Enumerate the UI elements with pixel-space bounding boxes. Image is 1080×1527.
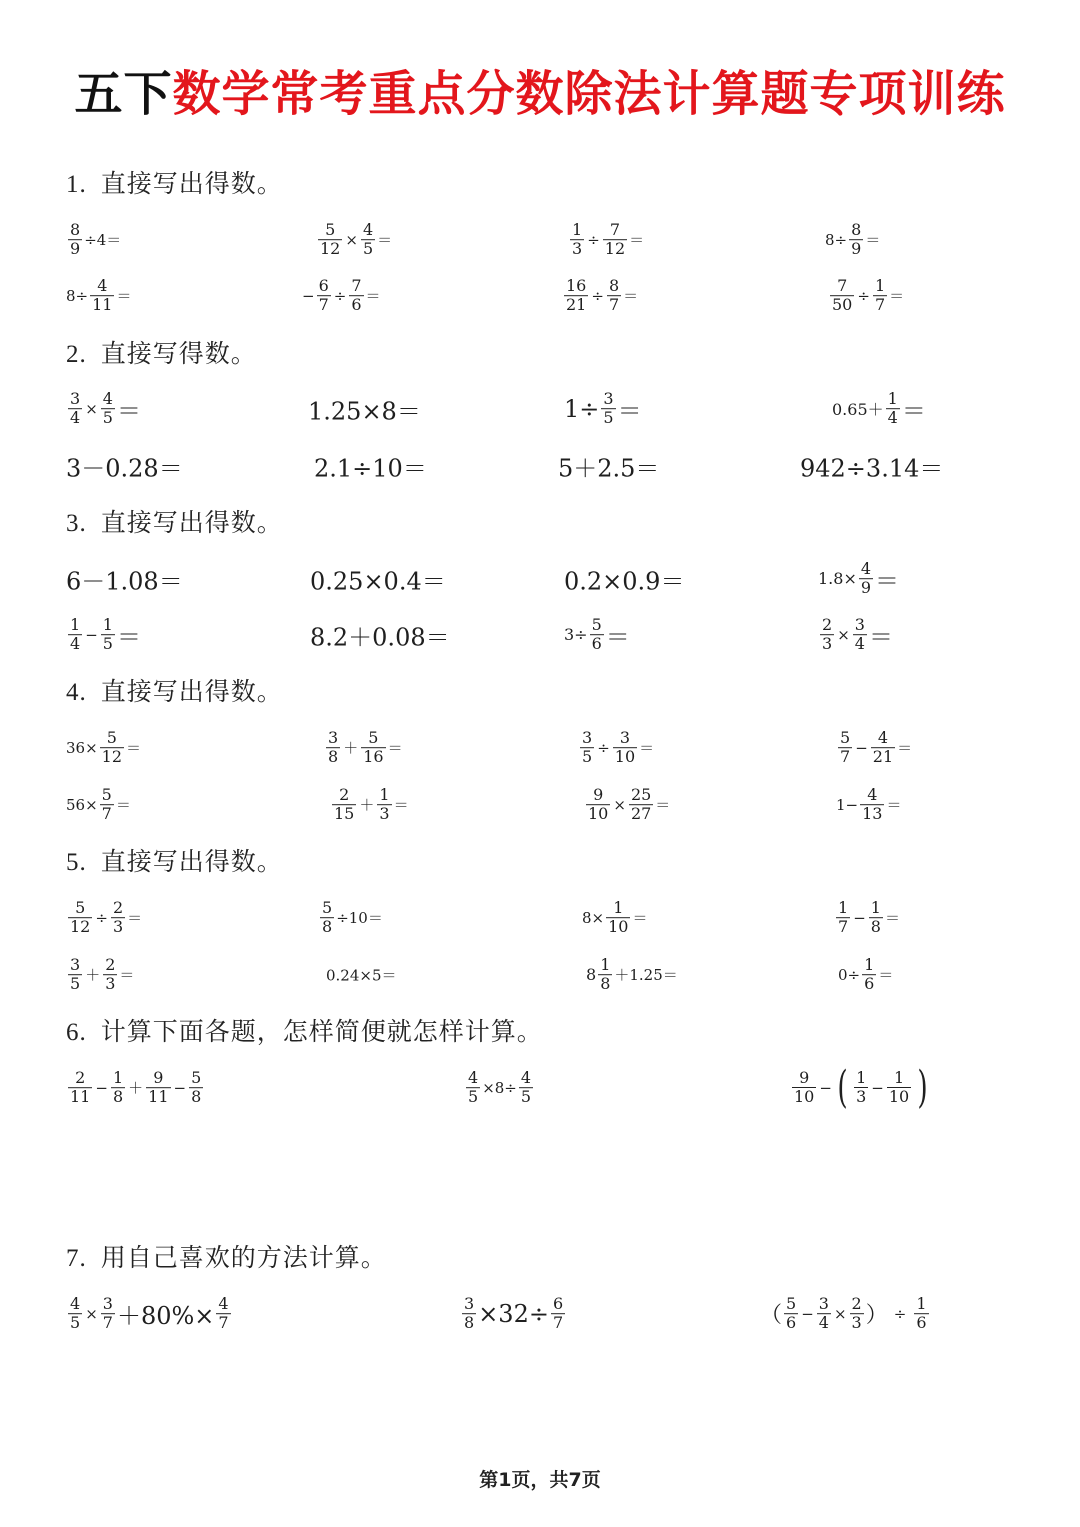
fraction: $\frac{6}{7}$ — [552, 1294, 564, 1332]
fraction: $\frac{4}{21}$ — [872, 728, 894, 766]
fraction: $\frac{4}{5}$ — [70, 1294, 81, 1332]
fraction: $\frac{3}{4}$ — [70, 389, 81, 427]
fraction: $\frac{4}{9}$ — [860, 559, 872, 597]
fraction: $\frac{5}{7}$ — [101, 785, 112, 823]
fraction: $\frac{3}{8}$ — [464, 1294, 475, 1332]
problem: 56× $\frac{5}{7}$ ＝ — [66, 785, 131, 823]
fraction: $\frac{2}{11}$ — [70, 1068, 91, 1106]
fraction: $\frac{5}{16}$ — [363, 728, 384, 766]
problem: 8÷ $\frac{4}{11}$ ＝ — [66, 276, 132, 314]
fraction: $\frac{3}{4}$ — [854, 615, 865, 653]
problem: 5＋2.5＝ — [558, 454, 660, 483]
fraction: $\frac{1}{8}$ — [112, 1068, 124, 1106]
mixed-number: 8 $\frac{1}{8}$ — [586, 955, 611, 993]
page-title — [0, 62, 1080, 126]
fraction: $\frac{1}{6}$ — [916, 1294, 927, 1332]
fraction: $\frac{2}{3}$ — [112, 898, 124, 936]
fraction: $\frac{5}{8}$ — [322, 898, 333, 936]
fraction: $\frac{1}{5}$ — [102, 615, 113, 653]
fraction: $\frac{3}{5}$ — [70, 955, 81, 993]
problem: 1.25×8＝ — [308, 397, 421, 426]
fraction: $\frac{2}{15}$ — [334, 785, 355, 823]
fraction: $\frac{9}{11}$ — [148, 1068, 169, 1106]
fraction: $\frac{3}{5}$ — [603, 389, 614, 427]
title-red: 数学常考重点分数除法计算题专项训练 — [172, 66, 1006, 122]
fraction: $\frac{4}{13}$ — [862, 785, 883, 823]
problem: 0.2×0.9＝ — [564, 567, 685, 596]
problem: $\frac{2}{15}$ ＋ $\frac{1}{3}$ ＝ — [334, 785, 409, 823]
fraction: $\frac{9}{10}$ — [794, 1068, 815, 1106]
problem: $\frac{9}{10}$ × $\frac{25}{27}$ ＝ — [588, 785, 671, 823]
page-footer: 第1页，共7页 — [479, 1469, 601, 1491]
problem: $\frac{3}{4}$ × $\frac{4}{5}$ ＝ — [70, 389, 141, 427]
problem: $\frac{16}{21}$ ÷ $\frac{8}{7}$ ＝ — [566, 276, 639, 314]
fraction: $\frac{8}{9}$ — [851, 220, 862, 258]
fraction: $\frac{8}{9}$ — [70, 220, 81, 258]
left-paren: ( — [837, 1062, 848, 1113]
problem: $\frac{4}{5}$ ×8÷ $\frac{4}{5}$ — [468, 1068, 532, 1106]
problem: $\frac{3}{8}$ ×32÷ $\frac{6}{7}$ — [464, 1294, 564, 1332]
fraction: $\frac{3}{8}$ — [328, 728, 339, 766]
problem: $\frac{3}{8}$ ＋ $\frac{5}{16}$ ＝ — [328, 728, 403, 766]
problem: 942÷3.14＝ — [800, 454, 944, 483]
fraction: $\frac{5}{12}$ — [101, 728, 123, 766]
section-6-heading: 6. 计算下面各题，怎样简便就怎样计算。 — [66, 1017, 543, 1046]
section-5-heading: 5. 直接写出得数。 — [66, 847, 283, 876]
title-black: 五下 — [74, 66, 173, 122]
problem: 0.65＋ $\frac{1}{4}$ ＝ — [832, 389, 926, 427]
fraction: $\frac{7}{50}$ — [832, 276, 853, 314]
problem: $\frac{1}{7}$ − $\frac{1}{8}$ ＝ — [838, 898, 900, 936]
fraction: $\frac{5}{7}$ — [840, 728, 851, 766]
problem: $\frac{1}{3}$ ÷ $\frac{7}{12}$ ＝ — [572, 220, 645, 258]
problem: $\frac{5}{8}$ ÷10＝ — [322, 898, 383, 936]
fraction: $\frac{1}{8}$ — [870, 898, 881, 936]
problem: 1− $\frac{4}{13}$ ＝ — [836, 785, 902, 823]
problem: $\frac{1}{4}$ − $\frac{1}{5}$ ＝ — [70, 615, 141, 653]
problem: 8.2＋0.08＝ — [310, 623, 450, 652]
fraction: $\frac{6}{7}$ — [318, 276, 329, 314]
problem: $\frac{5}{7}$ − $\frac{4}{21}$ ＝ — [840, 728, 913, 766]
fraction: $\frac{9}{10}$ — [588, 785, 609, 823]
fraction: $\frac{1}{4}$ — [70, 615, 81, 653]
problem: − $\frac{6}{7}$ ÷ $\frac{7}{6}$ ＝ — [302, 276, 381, 314]
problem: $\frac{8}{9}$ ÷4＝ — [70, 220, 122, 258]
fraction: $\frac{5}{12}$ — [320, 220, 341, 258]
problem: $\frac{4}{5}$ × $\frac{3}{7}$ ＋80%× $\frac{4}{7}$ — [70, 1294, 229, 1332]
fraction: $\frac{25}{27}$ — [630, 785, 652, 823]
fraction: $\frac{4}{11}$ — [92, 276, 113, 314]
fraction: $\frac{1}{4}$ — [887, 389, 898, 427]
fraction: $\frac{1}{7}$ — [874, 276, 886, 314]
left-paren: （ — [760, 1303, 783, 1329]
fraction: $\frac{4}{5}$ — [520, 1068, 532, 1106]
section-1-heading: 1. 直接写出得数。 — [66, 169, 283, 198]
fraction: $\frac{5}{6}$ — [591, 615, 602, 653]
problem: $\frac{2}{3}$ × $\frac{3}{4}$ ＝ — [822, 615, 893, 653]
fraction: $\frac{5}{12}$ — [70, 898, 91, 936]
fraction: $\frac{5}{8}$ — [191, 1068, 202, 1106]
problem: 0.24×5＝ — [326, 966, 397, 985]
right-paren: ) — [917, 1062, 928, 1113]
problem: 8× $\frac{1}{10}$ ＝ — [582, 898, 648, 936]
problem: 3÷ $\frac{5}{6}$ ＝ — [564, 615, 630, 653]
problem: $\frac{9}{10}$ − ( $\frac{1}{3}$ − $\frac{1}{10}$ ) — [794, 1062, 928, 1113]
fraction: $\frac{1}{10}$ — [888, 1068, 910, 1106]
fraction: $\frac{3}{10}$ — [614, 728, 636, 766]
right-paren: ） — [865, 1303, 888, 1329]
problem: 0÷ $\frac{1}{6}$ ＝ — [838, 955, 894, 993]
problem: 2.1÷10＝ — [314, 454, 427, 483]
fraction: $\frac{8}{7}$ — [608, 276, 620, 314]
problem: $\frac{5}{12}$ × $\frac{4}{5}$ ＝ — [320, 220, 393, 258]
fraction: $\frac{3}{7}$ — [102, 1294, 113, 1332]
fraction: $\frac{5}{6}$ — [786, 1294, 797, 1332]
problem: $\frac{7}{50}$ ÷ $\frac{1}{7}$ ＝ — [832, 276, 905, 314]
problem: 3－0.28＝ — [66, 454, 183, 483]
section-7-heading: 7. 用自己喜欢的方法计算。 — [66, 1243, 387, 1272]
problem: 8÷ $\frac{8}{9}$ ＝ — [825, 220, 881, 258]
fraction: $\frac{3}{5}$ — [582, 728, 593, 766]
fraction: $\frac{1}{3}$ — [856, 1068, 867, 1106]
fraction: $\frac{2}{3}$ — [105, 955, 116, 993]
problem: 1.8× $\frac{4}{9}$ ＝ — [818, 559, 900, 597]
fraction: $\frac{7}{6}$ — [351, 276, 362, 314]
problem: $\frac{5}{12}$ ÷ $\frac{2}{3}$ ＝ — [70, 898, 143, 936]
fraction: $\frac{1}{6}$ — [864, 955, 875, 993]
section-3-heading: 3. 直接写出得数。 — [66, 508, 283, 537]
fraction: $\frac{1}{8}$ — [600, 955, 611, 993]
problem: 0.25×0.4＝ — [310, 567, 446, 596]
problem: 6－1.08＝ — [66, 567, 183, 596]
problem: 36× $\frac{5}{12}$ ＝ — [66, 728, 142, 766]
fraction: $\frac{16}{21}$ — [566, 276, 587, 314]
section-2-heading: 2. 直接写得数。 — [66, 339, 257, 368]
problem: $\frac{3}{5}$ ÷ $\frac{3}{10}$ ＝ — [582, 728, 655, 766]
problem: 8 $\frac{1}{8}$ ＋1.25＝ — [586, 955, 678, 993]
problem: 1÷ $\frac{3}{5}$ ＝ — [564, 389, 642, 427]
fraction: $\frac{3}{4}$ — [818, 1294, 829, 1332]
problem: （ $\frac{5}{6}$ − $\frac{3}{4}$ × $\frac{2}{3}$ ） ÷ $\frac{1}{6}$ — [760, 1294, 927, 1332]
fraction: $\frac{4}{7}$ — [218, 1294, 229, 1332]
fraction: $\frac{4}{5}$ — [102, 389, 113, 427]
problem: $\frac{2}{11}$ − $\frac{1}{8}$ ＋ $\frac{9}{11}$ − $\frac{5}{8}$ — [70, 1068, 202, 1106]
fraction: $\frac{2}{3}$ — [822, 615, 833, 653]
fraction: $\frac{4}{5}$ — [468, 1068, 479, 1106]
fraction: $\frac{1}{10}$ — [608, 898, 629, 936]
problem: $\frac{3}{5}$ ＋ $\frac{2}{3}$ ＝ — [70, 955, 135, 993]
fraction: $\frac{7}{12}$ — [604, 220, 626, 258]
fraction: $\frac{1}{3}$ — [379, 785, 390, 823]
fraction: $\frac{1}{7}$ — [838, 898, 849, 936]
fraction: $\frac{2}{3}$ — [851, 1294, 862, 1332]
fraction: $\frac{4}{5}$ — [362, 220, 374, 258]
section-4-heading: 4. 直接写出得数。 — [66, 677, 283, 706]
fraction: $\frac{1}{3}$ — [572, 220, 583, 258]
